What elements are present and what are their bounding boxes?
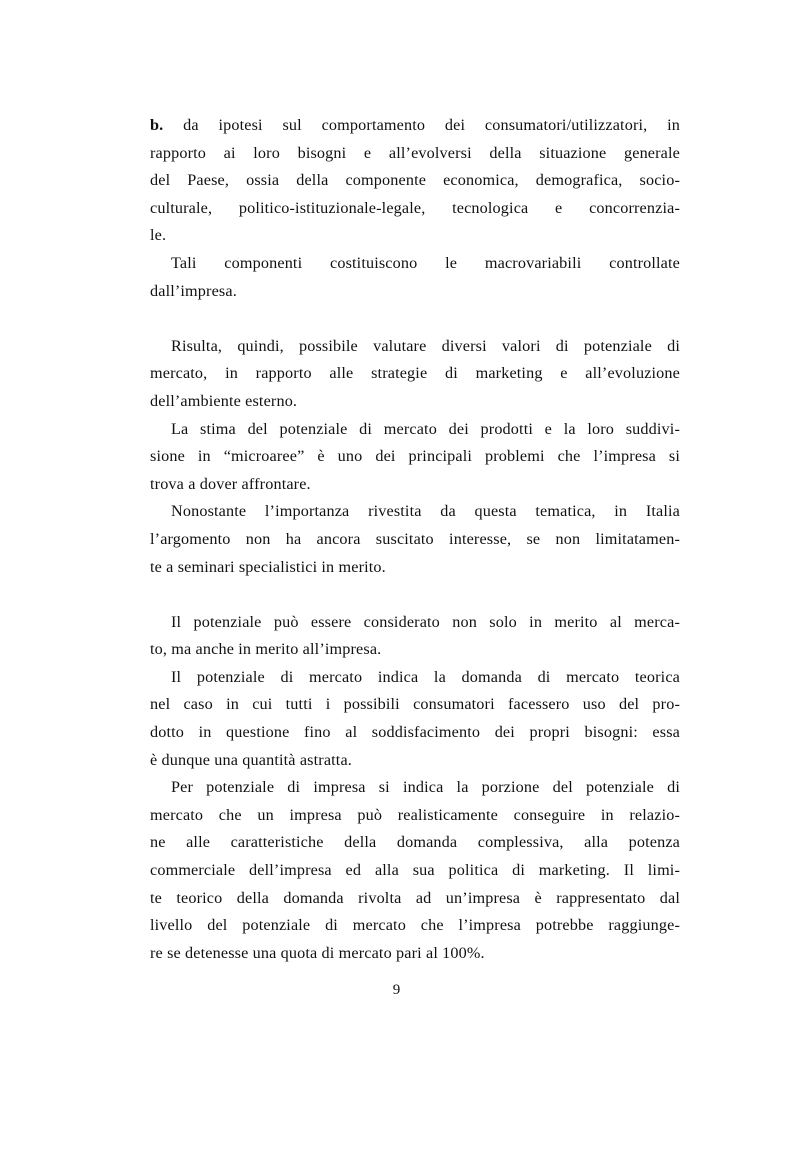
paragraph-gap [150,581,680,609]
text-line: mercato che un impresa può realisticamente conseguire in relazio- [150,805,680,824]
text-line [150,112,680,140]
paragraph [150,250,680,305]
text-line: te a seminari specialistici in merito. [150,557,386,576]
text-line: culturale, politico-istituzionale-legale, tecnologica e concorrenzia- [150,198,680,217]
text-line: Il potenziale di mercato indica la domanda di mercato teorica [171,667,680,686]
text-line: te teorico della domanda rivolta ad un’impresa è rappresentato dal [150,888,680,907]
paragraph [150,416,680,499]
text-fragment: da ipotesi sul comportamento dei consumatori/utilizzatori, in [183,116,680,134]
text-line: le. [150,226,167,245]
text-line: l’argomento non ha ancora suscitato interesse, se non limitatamen- [150,529,680,548]
text-line: del Paese, ossia della componente economica, demografica, socio- [150,171,680,190]
paragraph [150,609,680,664]
document-page [150,112,680,967]
text-line: mercato, in rapporto alle strategie di marketing e all’evoluzione [150,364,680,383]
text-line: re se detenesse una quota di mercato pari al 100%. [150,943,485,962]
paragraph-gap [150,305,680,333]
text-line: commerciale dell’impresa ed alla sua politica di marketing. Il limi- [150,861,680,880]
list-item-b [150,112,680,250]
text-line: Risulta, quindi, possibile valutare diversi valori di potenziale di [171,336,680,355]
text-line: dell’ambiente esterno. [150,391,298,410]
text-line: livello del potenziale di mercato che l’impresa potrebbe raggiunge- [150,916,680,935]
text-line: Nonostante l’importanza rivestita da questa tematica, in Italia [171,502,680,521]
list-marker: b. [150,116,164,134]
text-line: Tali componenti costituiscono le macrovariabili controllate [171,253,680,272]
paragraph [150,498,680,581]
text-line: rapporto ai loro bisogni e all’evolversi della situazione generale [150,143,680,162]
text-line: è dunque una quantità astratta. [150,750,352,769]
text-line: Per potenziale di impresa si indica la porzione del potenziale di [171,778,680,797]
text-line: dotto in questione fino al soddisfacimento dei propri bisogni: essa [150,723,680,742]
text-line: Il potenziale può essere considerato non solo in merito al merca- [171,612,680,631]
paragraph [150,774,680,967]
text-line: ne alle caratteristiche della domanda complessiva, alla potenza [150,833,680,852]
text-line: La stima del potenziale di mercato dei prodotti e la loro suddivi- [171,419,680,438]
text-line: to, ma anche in merito all’impresa. [150,640,382,659]
text-line: trova a dover affrontare. [150,474,311,493]
text-line: sione in “microaree” è uno dei principali problemi che l’impresa si [150,447,680,466]
text-line: nel caso in cui tutti i possibili consumatori facessero uso del pro- [150,695,680,714]
paragraph [150,333,680,416]
paragraph [150,664,680,774]
page-number: 9 [392,982,401,998]
text-line: dall’impresa. [150,281,237,300]
